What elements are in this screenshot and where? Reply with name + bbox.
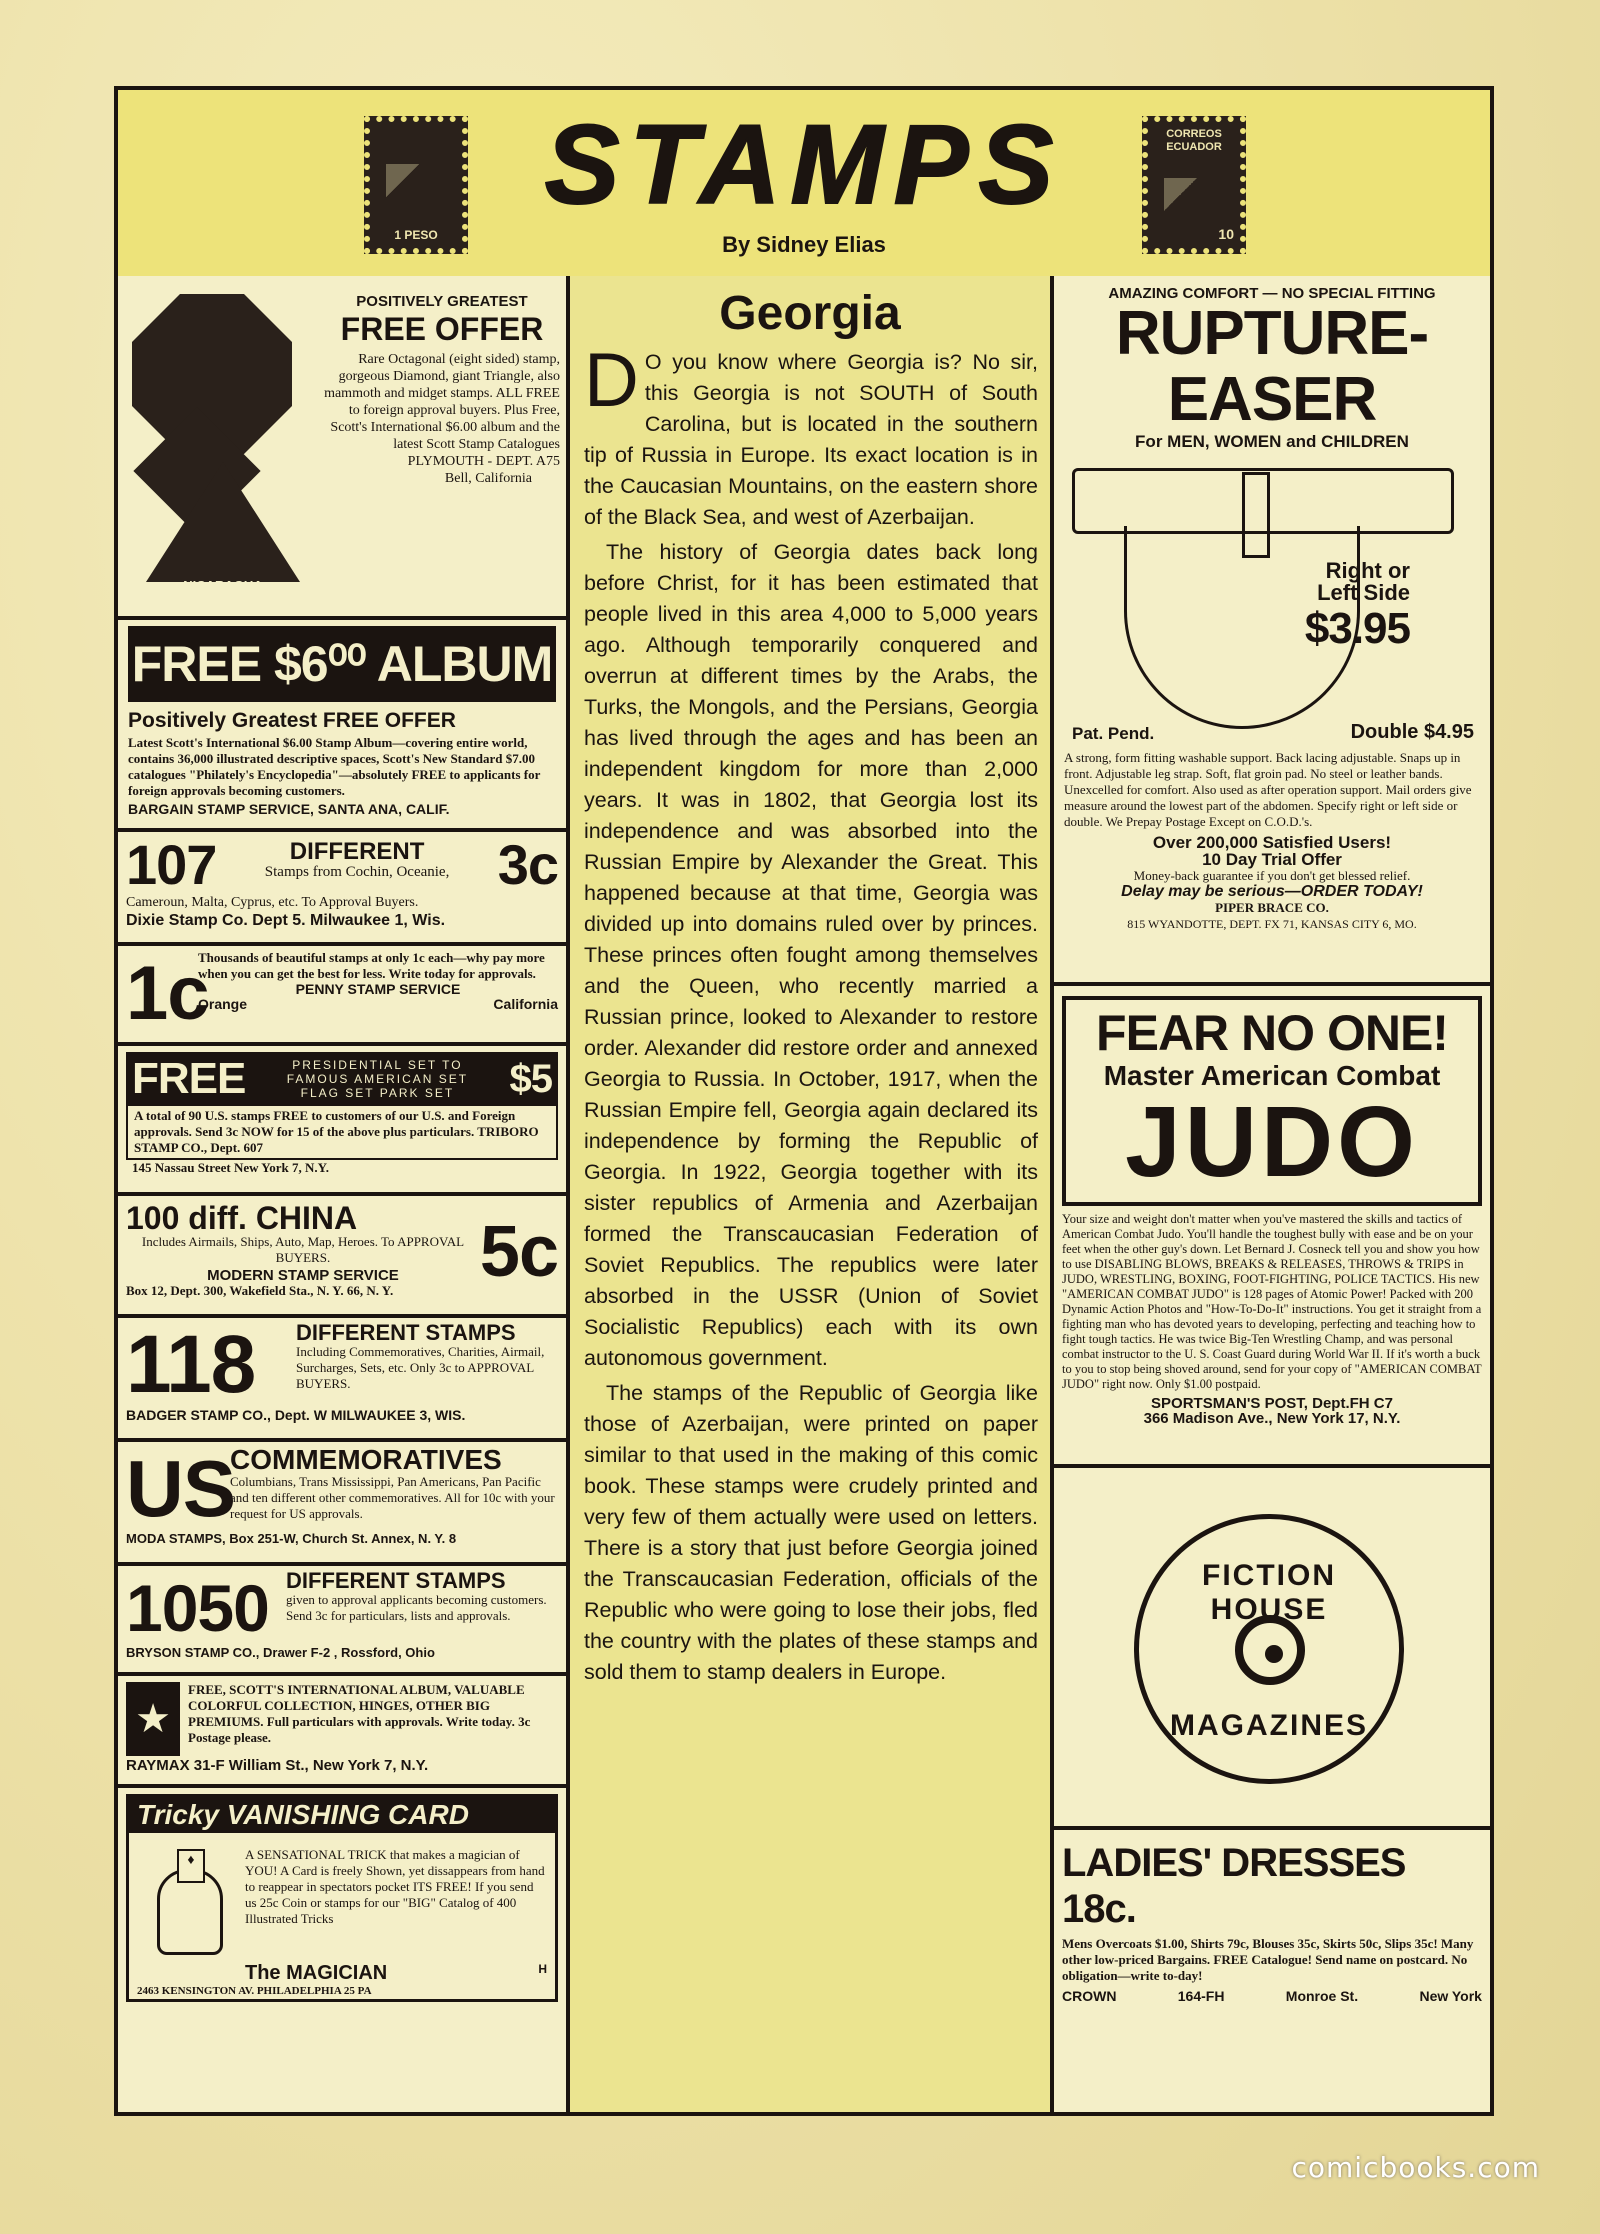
ad-china-stamp <box>118 1196 566 1318</box>
ad-line: FLAG SET PARK SET <box>300 1086 455 1100</box>
article-title: Georgia <box>719 287 901 340</box>
ad-headline: FEAR NO ONE! <box>1096 1005 1448 1061</box>
ad-big-word: JUDO <box>1125 1086 1419 1198</box>
ad-raymax <box>118 1676 566 1788</box>
ad-headline: 100 diff. CHINA <box>126 1200 358 1236</box>
ad-dixie-stamp <box>118 832 566 946</box>
ad-double-price: Double $4.95 <box>1350 721 1474 743</box>
ad-address: BARGAIN STAMP SERVICE, SANTA ANA, CALIF. <box>128 801 450 817</box>
ad-price: $3.95 <box>1304 604 1410 653</box>
ad-triboro-stamp <box>118 1046 566 1196</box>
ad-price: 5c <box>479 1212 558 1292</box>
ad-users: Over 200,000 Satisfied Users! <box>1152 833 1392 852</box>
left-ads-column <box>118 276 570 2112</box>
ad-headline: RUPTURE-EASER <box>1115 299 1429 434</box>
ad-free-album <box>118 620 566 832</box>
ad-city: Bell, California <box>444 471 532 486</box>
ad-subhead: For MEN, WOMEN and CHILDREN <box>1135 432 1409 451</box>
ad-moda-stamps <box>118 1442 566 1566</box>
ad-company: PENNY STAMP SERVICE <box>295 981 461 997</box>
ad-price: $5 <box>509 1056 552 1101</box>
ad-body: Your size and weight don't matter when you've mastered the skills and tactics of American Combat Judo. You'll handle the toughest bully with ease and be on your feet when the other guy's down. Let Bernard J. Cosneck tell you and show you how to use DISABLING BLOWS, BREAKS & RELEASES, THROWS & TRIPS in JUDO, WRESTLING, BOXING, FOOT-FIGHTING, POLICE TACTICS. His new "AMERICAN COMBAT JUDO" is 128 pages of Atomic Power! Packed with 200 Dynamic Action Photos and "How-To-Do-It" instructions. You get it straight from a fighting man who has devoted years to developing, perfecting and teaching how to fight tough tactics. He was twice Big-Ten Wrestling Champ, and was personal combat instructor to the U. S. Coast Guard during World War II. If it's worth a buck to you to stop being shoved around, send for your copy of "AMERICAN COMBAT JUDO" right now. Only $1.00 postpaid. <box>1062 1212 1482 1391</box>
ad-company: PIPER BRACE CO. <box>1215 900 1329 915</box>
ad-side-label: Right or Left Side <box>1317 558 1410 605</box>
ad-headline: DIFFERENT STAMPS <box>286 1568 506 1593</box>
page-frame <box>114 86 1494 2116</box>
site-watermark: comicbooks.com <box>1291 2151 1540 2184</box>
ad-dept: H <box>538 1962 547 1976</box>
target-icon <box>1235 1615 1305 1685</box>
ad-body: Including Commemoratives, Charities, Airmail, Surcharges, Sets, etc. Only 3c to APPROVAL BUYERS. <box>296 1344 545 1391</box>
ad-body: FREE, SCOTT'S INTERNATIONAL ALBUM, VALUABLE COLORFUL COLLECTION, HINGES, OTHER BIG PREMIUMS. Full particulars with approvals. Write today. 3c Postage please. <box>188 1682 531 1745</box>
fiction-house-seal-panel <box>1054 1468 1490 1830</box>
lacing-icon <box>1242 472 1270 558</box>
tower-icon <box>1164 178 1224 228</box>
ad-body: A total of 90 U.S. stamps FREE to customers of our U.S. and Foreign approvals. Send 3c NOW for 15 of the above plus particulars. TRIBORO STAMP CO., Dept. 607 <box>126 1106 558 1160</box>
ad-city: Orange <box>198 996 248 1012</box>
ad-address: 815 WYANDOTTE, DEPT. FX 71, KANSAS CITY 6, MO. <box>1127 917 1417 931</box>
article-paragraph: The stamps of the Republic of Georgia like those of Azerbaijan, were printed on paper similar to that used in the making of this comic book. These stamps were crudely printed and very few of them actually were used on letters. There is a story that just before Georgia joined the Transcaucasian Federation, officials of the Republic who were going to lose their jobs, fled the country with the plates of these stamps and sold them to stamp dealers in Europe. <box>584 1381 1038 1684</box>
ad-price: 3c <box>497 833 558 896</box>
ad-vanishing-card <box>118 1788 566 2016</box>
stamp-caption: 1 PESO <box>394 228 438 242</box>
article-body <box>570 338 1050 1688</box>
ad-state: California <box>493 996 558 1012</box>
ad-company: CROWN <box>1062 1988 1117 2004</box>
ad-number: 107 <box>126 833 217 896</box>
ad-number: 118 <box>126 1319 256 1410</box>
ad-address: RAYMAX 31-F William St., New York 7, N.Y. <box>126 1757 429 1774</box>
masthead <box>118 90 1490 280</box>
right-ads-column <box>1054 276 1490 2112</box>
ad-address: MODA STAMPS, Box 251-W, Church St. Annex, N. Y. 8 <box>126 1531 457 1546</box>
ad-body: given to approval applicants becoming customers. Send 3c for particulars, lists and approvals. <box>286 1592 547 1623</box>
ad-judo <box>1054 986 1490 1468</box>
stamp-value: 10 <box>1218 226 1234 242</box>
ad-headline: DIFFERENT STAMPS <box>296 1320 516 1345</box>
magic-hand-icon: ♦ <box>137 1849 237 1959</box>
ad-address: PLYMOUTH - DEPT. A75 <box>407 454 560 469</box>
stamp-country: CORREOS ECUADOR <box>1166 128 1222 153</box>
ad-body: Thousands of beautiful stamps at only 1c each—why pay more when you can get the best for less. Write today for approvals. <box>198 950 545 981</box>
ad-body: A strong, form fitting washable support. Back lacing adjustable. Snaps up in front. Adjustable leg strap. Soft, flat groin pad. No steel or leather bands. Unexcelled for comfort. Also used as after operation support. Mail orders give measure around the lowest part of the abdomen. Specify right or left side or double. We Prepay Postage Except on C.O.D.'s. <box>1064 750 1472 829</box>
ad-guarantee: Money-back guarantee if you don't get blessed relief. <box>1133 868 1411 883</box>
ad-headline: COMMEMORATIVES <box>230 1444 502 1475</box>
ad-address: 2463 KENSINGTON AV. PHILADELPHIA 25 PA <box>137 1985 372 1997</box>
ad-body: A SENSATIONAL TRICK that makes a magician of YOU! A Card is freely Shown, yet dissappears from hand to reappear in spectators pocket ITS FREE! If you send us 25c Coin or stamps for our "BIG" Catalog of 400 Illustrated Tricks <box>245 1847 545 1926</box>
ad-line: PRESIDENTIAL SET TO <box>292 1058 463 1072</box>
ad-rupture-easer <box>1054 276 1490 986</box>
ad-badger-stamp <box>118 1318 566 1442</box>
ad-subhead: Master American Combat <box>1103 1060 1441 1091</box>
ad-penny-stamp <box>118 946 566 1046</box>
article-paragraph: The history of Georgia dates back long before Christ, for it has been estimated that people lived in this area 4,000 to 5,000 years ago. Although temporarily conquered and overrun at different times by the Arabs, the Turks, the Mongols, and the Persians, Georgia has lived through the ages and has been an independent kingdom for more than 2,000 years. It was in 1802, that Georgia lost its independence and was absorbed into the Russian Empire by Alexander the Great. This happened because at that time, Georgia was divided up into domains ruled over by princes. These princes often fought among themselves and the Queen, who recently married a Russian prince, looked to Alexander to restore order. Alexander did restore order and annexed Georgia to Russia. In October, 1917, when the Russian Empire fell, Georgia again declared its independence by forming the Republic of Georgia. In 1922, Georgia together with its sister republics of Armenia and Azerbaijan formed the Transcaucasian Federation of Soviet Republics. The republics were later absorbed in the USSR (Union of Soviet Socialistic Republics) each with its own autonomous government. <box>584 540 1038 1370</box>
ad-headline: Tricky VANISHING CARD <box>129 1797 555 1833</box>
ad-body: Latest Scott's International $6.00 Stamp Album—covering entire world, contains 36,000 illustrated descriptive spaces, Scott's New Standard $7.00 catalogues "Philately's Encyclopedia"—absolutely FREE to applicants for foreign approvals becoming customers. <box>128 735 541 798</box>
star-icon: ★ <box>126 1682 180 1756</box>
ad-company: SPORTSMAN'S POST, Dept.FH C7 <box>1151 1395 1393 1412</box>
ad-address: BADGER STAMP CO., Dept. W MILWAUKEE 3, WIS. <box>126 1407 466 1423</box>
ad-price: 1c <box>126 951 209 1036</box>
seal-top-text: FICTION HOUSE <box>1202 1559 1336 1626</box>
ad-kicker: POSITIVELY GREATEST <box>356 293 528 310</box>
article-column <box>570 276 1054 2112</box>
ad-company: MODERN STAMP SERVICE <box>207 1267 399 1284</box>
ad-address: BRYSON STAMP CO., Drawer F-2 , Rossford, Ohio <box>126 1645 435 1660</box>
ad-city: New York <box>1419 1988 1482 2004</box>
paragraph-text: O you know where Georgia is? No sir, this Georgia is not SOUTH of South Carolina, but is located in the southern tip of Russia in Europe. Its exact location is in the Caucasian Mountains, on the eastern shore of the Black Sea, and west of Azerbaijan. <box>584 350 1038 529</box>
ad-street: Monroe St. <box>1285 1988 1359 2004</box>
ad-trial: 10 Day Trial Offer <box>1202 850 1342 869</box>
seal-bottom-text: MAGAZINES <box>1170 1709 1368 1742</box>
ecuador-stamp-illustration <box>1142 116 1246 254</box>
triangle-stamp-label: NICARAGUA <box>183 578 263 593</box>
ad-line: FAMOUS AMERICAN SET <box>286 1072 469 1086</box>
ad-address: Box 12, Dept. 300, Wakefield Sta., N. Y. 66, N. Y. <box>126 1283 394 1298</box>
fiction-house-seal <box>1134 1514 1404 1784</box>
byline: By Sidney Elias <box>722 232 886 257</box>
ad-call-to-action: Delay may be serious—ORDER TODAY! <box>1121 883 1423 900</box>
drop-cap: D <box>584 338 639 423</box>
ad-patent: Pat. Pend. <box>1072 724 1155 743</box>
ad-body: Rare Octagonal (eight sided) stamp, gorgeous Diamond, giant Triangle, also mammoth and midget stamps. ALL FREE to foreign approval buyers. Plus Free, Scott's International $6.00 album and the latest Scott Stamp Catalogues <box>324 352 560 452</box>
ad-address: 145 Nassau Street New York 7, N.Y. <box>132 1160 330 1175</box>
ad-headline: DIFFERENT <box>289 838 425 865</box>
ad-kicker: AMAZING COMFORT — NO SPECIAL FITTING <box>1108 285 1436 302</box>
ad-subhead: Positively Greatest FREE OFFER <box>128 709 456 732</box>
ad-address: 366 Madison Ave., New York 17, N.Y. <box>1143 1410 1401 1427</box>
ad-line: Stamps from Cochin, Oceanie, <box>264 864 450 880</box>
ad-company: The MAGICIAN <box>245 1962 388 1984</box>
ad-headline: FREE OFFER <box>340 311 544 347</box>
ad-headline: LADIES' DRESSES 18c. <box>1062 1841 1406 1931</box>
article-paragraph <box>584 338 1038 533</box>
ad-headline: FREE <box>132 1054 246 1103</box>
ad-ladies-dresses <box>1054 1830 1490 2016</box>
ad-free-offer <box>118 276 566 620</box>
ad-body: Columbians, Trans Mississippi, Pan Americans, Pan Pacific and ten different other commemoratives. All for 10c with your request for US approvals. <box>230 1474 555 1521</box>
ad-body: Cameroun, Malta, Cyprus, etc. To Approval Buyers. <box>126 895 419 910</box>
ad-big-letters: US <box>126 1444 236 1533</box>
ad-dept: 164-FH <box>1177 1988 1225 2004</box>
ad-body: Includes Airmails, Ships, Auto, Map, Heroes. To APPROVAL BUYERS. <box>141 1234 465 1265</box>
truss-illustration <box>1064 450 1480 750</box>
ad-address: Dixie Stamp Co. Dept 5. Milwaukee 1, Wis. <box>126 912 446 929</box>
ad-bryson-stamp <box>118 1566 566 1676</box>
ad-body: Mens Overcoats $1.00, Shirts 79c, Blouses 35c, Skirts 50c, Slips 35c! Many other low-priced Bargains. FREE Catalogue! Send name on postcard. No obligation—write to-day! <box>1062 1936 1474 1983</box>
ad-headline: FREE $6⁰⁰ ALBUM <box>128 626 556 702</box>
page-title: STAMPS <box>544 102 1064 227</box>
ad-number: 1050 <box>126 1571 269 1645</box>
